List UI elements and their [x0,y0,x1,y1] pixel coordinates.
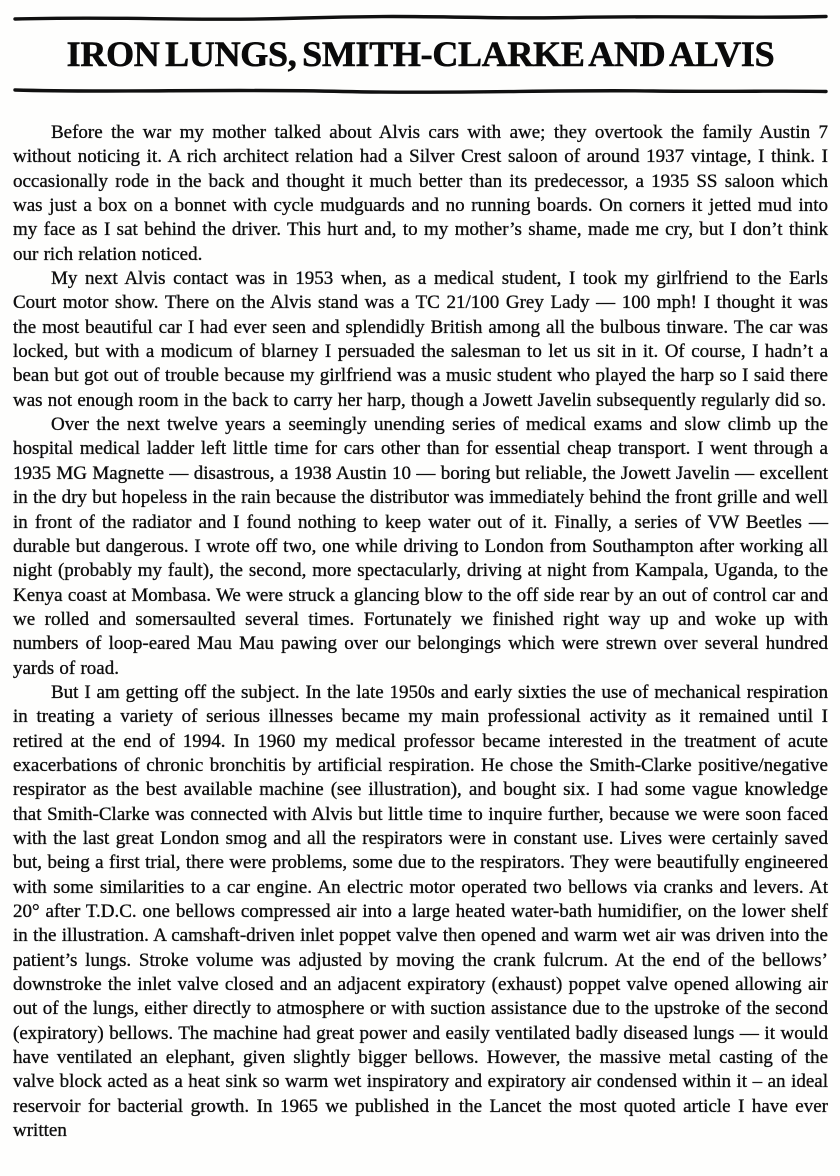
page-title: IRON LUNGS, SMITH-CLARKE AND ALVIS [66,34,775,74]
article-paragraph: But I am getting off the subject. In the late 1950s and early sixties the use of mechanical respiration in treating a variety of serious illnesses became my main professional activity as it remained until I retired at the end of 1994. In 1960 my medical professor became interested in the treatment of acute exacerbations of chronic bronchitis by artificial respiration. He chose the Smith-Clarke positive/negative respirator as the best available machine (see illustration), and bought six. I had some vague knowledge that Smith-Clarke was connected with Alvis but little time to inquire further, because we were soon faced with the last great London smog and all the respirators were in constant use. Lives were certainly saved but, being a first trial, there were problems, some due to the respirators. They were beautifully engineered with some similarities to a car engine. An electric motor operated two bellows via cranks and levers. At 20° after T.D.C. one bellows compressed air into a large heated water-bath humidifier, on the lower shelf in the illustration. A camshaft-driven inlet poppet valve then opened and warm wet air was driven into the patient’s lungs. Stroke volume was adjusted by moving the crank fulcrum. At the end of the bellows’ downstroke the inlet valve closed and an adjacent expiratory (exhaust) poppet valve opened allowing air out of the lungs, either directly to atmosphere or with suction assistance due to the upstroke of the second (expiratory) bellows. The machine had great power and easily ventilated badly diseased lungs — it would have ventilated an elephant, given slightly bigger bellows. However, the massive metal casting of the valve block acted as a heat sink so warm wet inspiratory and expiratory air condensed within it – an ideal reservoir for bacterial growth. In 1965 we published in the Lancet the most quoted article I have ever written [13,681,828,1142]
article-body [13,121,828,1143]
title-rule-bottom [13,86,828,96]
article-paragraph: Before the war my mother talked about Alvis cars with awe; they overtook the family Austin 7 without noticing it. A rich architect relation had a Silver Crest saloon of around 1937 vintage, I think. I occasionally rode in the back and thought it much better than its predecessor, a 1935 SS saloon which was just a box on a bonnet with cycle mudguards and no running boards. On corners it jetted mud into my face as I sat behind the driver. This hurt and, to my mother’s shame, made me cry, but I don’t think our rich relation noticed. [13,122,828,265]
title-rule-top [13,13,828,23]
article-paragraph: My next Alvis contact was in 1953 when, as a medical student, I took my girlfriend to the Earls Court motor show. There on the Alvis stand was a TC 21/100 Grey Lady — 100 mph! I thought it was the most beautiful car I had ever seen and splendidly British among all the bulbous tinware. The car was locked, but with a modicum of blarney I persuaded the salesman to let us sit in it. Of course, I hadn’t a bean but got out of trouble because my girlfriend was a music student who played the harp so I said there was not enough room in the back to carry her harp, though a Jowett Javelin subsequently regularly did so. [13,268,828,411]
article-paragraph: Over the next twelve years a seemingly unending series of medical exams and slow climb up the hospital medical ladder left little time for cars other than for essential cheap transport. I went through a 1935 MG Magnette — disastrous, a 1938 Austin 10 — boring but reliable, the Jowett Javelin — excellent in the dry but hopeless in the rain because the distributor was immediately behind the front grille and well in front of the radiator and I found nothing to keep water out of it. Finally, a series of VW Beetles — durable but dangerous. I wrote off two, one while driving to London from Southampton after working all night (probably my fault), the second, more spectacularly, driving at night from Kampala, Uganda, to the Kenya coast at Mombasa. We were struck a glancing blow to the off side rear by an out of control car and we rolled and somersaulted several times. Fortunately we finished right way up and woke up with numbers of loop-eared Mau Mau pawing over our belongings which were strewn over several hundred yards of road. [13,414,828,679]
article-masthead [13,13,828,96]
